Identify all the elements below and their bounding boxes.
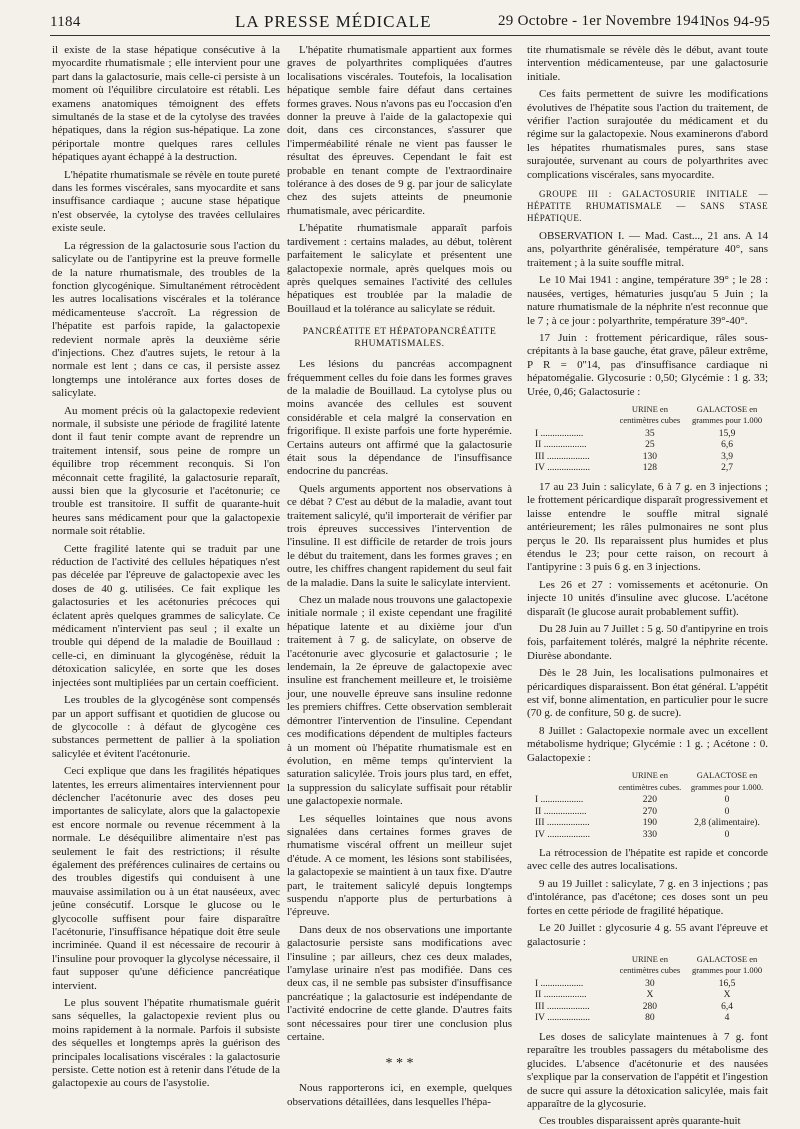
paragraph: 9 au 19 Juillet : salicylate, 7 g. en 3 injections ; pas d'intolérance, pas d'acétone; ces doses sont un peu fortes en cette période de fragilité hépatique.	[527, 877, 768, 917]
table-row	[527, 795, 768, 807]
table-cell: III ..................	[535, 818, 590, 829]
table-cell: 220	[642, 795, 658, 806]
table-cell: 4	[724, 1013, 730, 1024]
paragraph: Quels arguments apportent nos observations à ce débat ? C'est au début de la maladie, avant tout traitement salicylé, qu'il importerait de vérifier par trois épreuves successives l'intervention de l'insuline. Il est difficile de retarder de trois jours le début du traitement, dans les formes graves ; en outre, les chiffres changent rapidement du seul fait de la maladie. Dans la suite le salicylate intervient.	[287, 482, 512, 589]
paragraph: Ceci explique que dans les fragilités hépatiques latentes, les erreurs alimentaires interviennent pour déclencher l'acétonurie avec des doses peu importantes de salicylate, alors que la galactopexie est encore normale ou revenue récemment à la normale. Le déséquilibre alimentaire n'est pas seulement le fait des restrictions; il résulte également des préférences culinaires de certains ou des troubles digestifs qui conduisent à une mauvaise assimilation ou à un état nauséeux, avec jeûne consécutif. Lorsque le glucose ou le glycocolle suffisent pour faire disparaître l'acétonurie, l'insuffisance hépatique doit être seule incriminée. Quand il est nécessaire de recourir à l'insuline pour provoquer la glycolyse nécessaire, il faut supposer qu'une déficience pancréatique intervient.	[52, 765, 280, 992]
table-cell: 16,5	[718, 978, 736, 989]
header-rule	[50, 35, 770, 36]
table-cell: 128	[642, 463, 658, 474]
table-row	[527, 440, 768, 452]
table-cell: 80	[645, 1013, 655, 1024]
paragraph: Dès le 28 Juin, les localisations pulmonaires et péricardiques disparaissent. Bon état général. L'appétit est vif, bonne alimentation, en particulier pour le sucre (70 g. de confiture, 50 g. de sucre).	[527, 667, 768, 720]
paragraph: L'hépatite rhumatismale apparaît parfois tardivement : certains malades, au début, tolèrent parfaitement le salicylate et présentent une galactopexie normale, après quelques mois ou après quelques semaines l'activité des cellules hépatiques est troublée par la maladie de Bouillaud et la tolérance au salicylate se réduit.	[287, 222, 512, 315]
table-row	[527, 990, 768, 1002]
paragraph: L'hépatite rhumatismale se révèle en toute pureté dans les formes viscérales, sans myocardite et sans insuffisance cardiaque ; aucune stase hépatique n'est observée, la cytolyse des travées cellulaires existe seule.	[52, 168, 280, 235]
paragraph: Les troubles de la glycogénèse sont compensés par un apport suffisant et quotidien de glucose ou de glycocolle : à défaut de glycogène ces substances permettent de pallier à la spoliation salicylée et évitent l'acétonurie.	[52, 694, 280, 760]
paragraph: Ces faits permettent de suivre les modifications évolutives de l'hépatite sous l'action du traitement, de vérifier l'action surajoutée du médicament et du régime sur la galactopexie. Nous examinerons d'abord les hépatites rhumatismales pures, sans stase surajoutée, survenant au cours de polyarthrites avec complications viscérales, sans myocardite.	[527, 88, 768, 181]
table-cell: 330	[642, 829, 658, 840]
paragraph: Les lésions du pancréas accompagnent fréquemment celles du foie dans les formes graves de la maladie de Bouillaud. La cytolyse plus ou moins avancée des cellules est souvent considérable et cela malgré la conservation en frigorifique. Il existe parfois une forte hyperémie. Certains auteurs ont affirmé que la galactosurie était sous la dépendance de l'insuffisance endocrine du pancréas.	[287, 358, 512, 478]
table-row	[527, 1013, 768, 1025]
paragraph: OBSERVATION I. — Mad. Cast..., 21 ans. A 14 ans, polyarthrite généralisée, température 40°, sans traitement ; à la suite souffle mitral.	[527, 230, 768, 269]
table-row	[527, 807, 768, 819]
table-cell: X	[723, 990, 731, 1001]
paragraph: 8 Juillet : Galactopexie normale avec un excellent métabolisme hydrique; Glycémie : 1 g. ; Acétone : 0. Galactopexie :	[527, 724, 768, 764]
table-cell: II ..................	[535, 806, 587, 817]
table-cell: II ..................	[535, 440, 587, 451]
paragraph: La rétrocession de l'hépatite est rapide et concorde avec celle des autres localisations.	[527, 847, 768, 873]
table-cell: 6,4	[721, 1001, 733, 1012]
table-cell: II ..................	[535, 990, 587, 1001]
table-cell: X	[646, 990, 654, 1001]
table-cell: 6,6	[721, 440, 733, 451]
paragraph: Cette fragilité latente qui se traduit par une réduction de l'activité des cellules hépatiques n'est pas décelée par l'épreuve de galactopexie avec les doses de 40 g. utilisées. Ce fait explique les galactosuries et les acétonuries précoces qui éclatent après quelques grammes de salicylate. Ce médicament n'intervient pas seul ; il exalte un trouble qui dépend de la maladie de Bouillaud : celle-ci, en diminuant la glycogénèse, réduit la détoxication salicylée, en sorte que les doses injectées sont multipliées par un certain coefficient.	[52, 542, 280, 689]
table-cell: 270	[642, 806, 658, 817]
table-header: URINE en centimètres cubes	[619, 953, 681, 976]
table-cell: 2,7	[721, 463, 733, 474]
table-row	[527, 429, 768, 441]
paragraph: L'hépatite rhumatismale appartient aux formes graves de polyarthrites compliquées d'autres localisations viscérales. Toutefois, la localisation hépatique semble faire défaut dans certaines formes graves. Nous n'avons pas eu l'occasion d'en donner la preuve à l'aide de la galactopexie qui doit, dans ces circonstances, s'assurer que l'imperméabilité rénale ne vient pas fausser le résultat des épreuves. Cependant le fait est probable en tenant compte de l'extraordinaire tolérance à des doses de 9 g. par jour de salicylate chez des sujets atteints de pneumonie rhumatismale, avec péricardite.	[287, 44, 512, 217]
section-heading: GROUPE III : GALACTOSURIE INITIALE — HÉPATITE RHUMATISMALE — SANS STASE HÉPATIQUE.	[527, 189, 768, 224]
table-header: GALACTOSE en grammes pour 1.000	[691, 953, 763, 976]
page-header	[50, 12, 770, 34]
paragraph: Dans deux de nos observations une importante galactosurie persiste sans modifications avec l'insuline ; par ailleurs, chez ces deux malades, l'amylase urinaire n'est pas modifiée. Dans ces deux cas, il ne semble pas subsister d'insuffisance pancréatique ; la galactosurie est indépendante de l'activité endocrine de cette glande. D'autres faits sont nécessaires pour tirer une conclusion plus certaine.	[287, 923, 512, 1044]
column-2	[287, 44, 512, 1108]
section-heading: PANCRÉATITE ET HÉPATOPANCRÉATITE RHUMATISMALES.	[302, 327, 497, 350]
galactopexie-table-2	[527, 769, 768, 841]
paragraph: tite rhumatismale se révèle dès le début, avant toute intervention médicamenteuse, par une galactosurie initiale.	[527, 44, 768, 83]
table-cell: I ..................	[535, 428, 584, 439]
table-row	[527, 463, 768, 475]
table-cell: 0	[724, 829, 730, 840]
galactosurie-table-3	[527, 953, 768, 1025]
paragraph: La régression de la galactosurie sous l'action du salicylate ou de l'antipyrine est la preuve formelle de la nature rhumatismale, des troubles de la fonction glycogénique. Simultanément rétrocèdent les autres localisations viscérales et la tolérance médicamenteuse s'accroît. La régression de l'hépatite est parfois rapide, la galactopexie redevient normale après la deuxième série d'injections. Chez d'autres sujets, le retour à la normale est lent ; dans ce cas, il persiste assez longtemps une intolérance aux fortes doses de salicylate.	[52, 239, 280, 400]
paragraph: Nous rapporterons ici, en exemple, quelques observations détaillées, dans lesquelles l'hépa-	[287, 1082, 512, 1108]
table-cell: 15,9	[718, 428, 736, 439]
table-cell: 3,9	[721, 451, 733, 462]
table-cell: IV ..................	[535, 829, 590, 840]
paragraph: Le plus souvent l'hépatite rhumatismale guérit sans séquelles, la galactopexie revient plus ou moins rapidement à la normale. Parfois il subsiste des séquelles et longtemps après la guérison des principales localisations viscérales : la galactosurie persiste. Cette notion est à retenir dans l'étude de la galactopexie au cours de l'asystolie.	[52, 997, 280, 1090]
table-row	[527, 818, 768, 830]
issue-date: 29 Octobre - 1er Novembre 1941	[498, 13, 707, 29]
journal-title: LA PRESSE MÉDICALE	[235, 12, 432, 31]
section-separator: * * *	[385, 1056, 414, 1072]
table-cell: 190	[642, 818, 658, 829]
table-cell: IV ..................	[535, 1013, 590, 1024]
table-cell: 35	[645, 428, 655, 439]
issue-number: Nos 94-95	[704, 14, 770, 30]
table-header: GALACTOSE en grammes pour 1.000	[691, 403, 763, 426]
paragraph: 17 au 23 Juin : salicylate, 6 à 7 g. en 3 injections ; le frottement péricardique disparaît progressivement et laisse entendre le souffle mitral signalé antérieurement; les râles pulmonaires ne sont plus perçus le 20. Ils reparaissent plus humides et plus étendus le 23; pour cette raison, on recourt à l'antipyrine : 3 puis 6 g. en 3 injections.	[527, 480, 768, 574]
table-cell: III ..................	[535, 1001, 590, 1012]
table-header: URINE en centimètres cubes.	[618, 770, 682, 792]
table-cell: 2,8 (alimentaire).	[694, 818, 760, 829]
table-cell: 0	[724, 806, 730, 817]
table-cell: 280	[642, 1001, 658, 1012]
paragraph: Les 26 et 27 : vomissements et acétonurie. On injecte 10 unités d'insuline avec glucose. L'acétone disparaît (le glucose aurait probablement suffit).	[527, 578, 768, 618]
paragraph: Chez un malade nous trouvons une galactopexie initiale normale ; il existe cependant une fragilité hépatique latente et au dixième jour d'un traitement à 7 g. de salicylate, on observe de l'acétonurie avec glycosurie et galactosurie ; le lendemain, la 2e épreuve de galactopexie avec insuline est franchement meilleure et, le troisième jour, une nouvelle épreuve sans insuline redonne les premiers chiffres. Cette observation semblerait démontrer l'intervention de l'insuline. Cependant ces modifications dépendent de multiples facteurs à un moment où l'hépatite rhumatismale est en évolution, en même temps qu'intervient la saturation salicylée. Trois jours plus tard, en effet, la suppression du salicylate suffisait pour rétablir une galactopexie normale.	[287, 594, 512, 808]
paragraph: Ces troubles disparaissent après quarante-huit	[539, 1115, 741, 1128]
table-header: URINE en centimètres cubes	[619, 403, 681, 426]
paragraph: Du 28 Juin au 7 Juillet : 5 g. 50 d'antipyrine en trois fois, parfaitement tolérés, malgré la néphrite récente. Diurèse abondante.	[527, 623, 768, 662]
paragraph: Les doses de salicylate maintenues à 7 g. font reparaître les troubles passagers du métabolisme des glucides. L'absence d'acétonurie et des nausées s'explique par la conservation de l'appétit et l'ingestion de sucre qui assure la détoxication salicylée, mais fait apparaître de la glycosurie.	[527, 1030, 768, 1110]
galactosurie-table-1	[527, 403, 768, 475]
table-cell: 130	[642, 451, 658, 462]
column-3	[527, 44, 768, 1128]
table-row	[527, 1002, 768, 1014]
paragraph: 17 Juin : frottement péricardique, râles sous-crépitants à la base gauche, état grave, pâleur extrême, P R = 0''14, pas d'insuffisance cardiaque ni hépatomégalie. Glycosurie : 0,50; Glycémie : 1 g. 33; Urée, 0,46; Galactosurie :	[527, 331, 768, 398]
table-cell: III ..................	[535, 451, 590, 462]
table-cell: I ..................	[535, 795, 584, 806]
paragraph: Le 10 Mai 1941 : angine, température 39° ; le 28 : nausées, vertiges, hématuries jusqu'au 5 Juin ; la nature rhumatismale de la néphrite n'est reconnue que le 7 ; à ce jour : polyarthrite, température 39°-40°.	[527, 274, 768, 327]
paragraph: Le 20 Juillet : glycosurie 4 g. 55 avant l'épreuve et galactosurie :	[527, 922, 768, 948]
table-row	[527, 979, 768, 991]
paragraph: il existe de la stase hépatique consécutive à la myocardite rhumatismale ; elle intervient pour une part dans la galactosurie, mais celle-ci persiste à un moment où l'équilibre circulatoire est rétabli. Les examens anatomiques témoignent des effets simultanés de la stase et de la cytolyse des travées hépatiques, dans la région sus-hépatique. La zone périportale montre quelques rares cellules hépatiques ayant échappé à la destruction.	[52, 44, 280, 164]
table-cell: 0	[724, 795, 730, 806]
table-row	[527, 452, 768, 464]
page-number: 1184	[50, 14, 81, 30]
table-header: GALACTOSE en grammes pour 1.000.	[690, 770, 764, 792]
paragraph: Au moment précis où la galactopexie redevient normale, il subsiste une période de fragilité latente dont il faut tenir compte avant de reprendre un traitement intensif, sous peine de rompre un équilibre trop récemment reconquis. Si l'on méconnait cette fragilité, la galactosurie reparaît, aussi bien que la glycosurie et l'acétonurie; ce trouble est transitoire. Il suffit de quarante-huit heures sans médicament pour que la galactopexie normale soit rétablie.	[52, 404, 280, 538]
column-1	[52, 44, 280, 1090]
paragraph: Les séquelles lointaines que nous avons signalées dans certaines formes graves de rhumatisme viscéral offrent un meilleur sujet d'étude. A ce moment, les lésions sont stabilisées, la galactopexie se maintient à un taux fixe. D'autre part, le traitement salicylé depuis longtemps suspendu n'apporte plus de perturbations à l'épreuve.	[287, 812, 512, 919]
table-cell: IV ..................	[535, 463, 590, 474]
table-cell: I ..................	[535, 978, 584, 989]
table-cell: 25	[645, 440, 655, 451]
table-row	[527, 830, 768, 842]
table-cell: 30	[645, 978, 655, 989]
